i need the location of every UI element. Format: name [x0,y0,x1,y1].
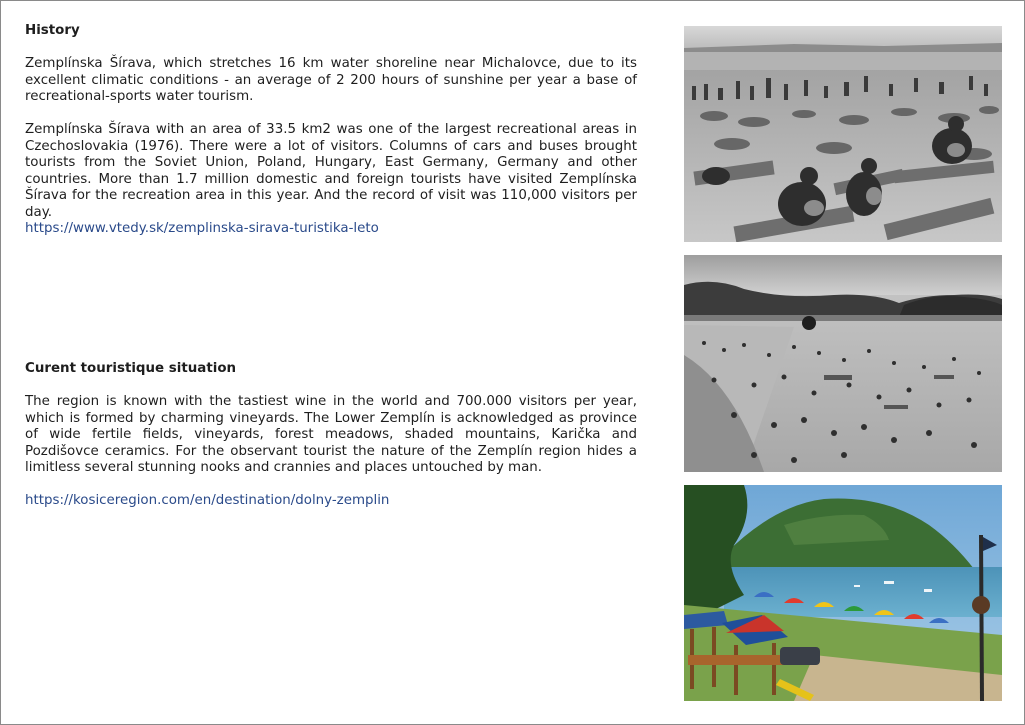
current-situation-heading: Curent touristique situation [25,361,237,376]
current-situation-paragraph: The region is known with the tastiest wine in the world and 700.000 visitors per year, which is formed by charming vineyards. The Lower Zemplín is acknowledged as province of wide fertile fields, vineyards, forest meadows, shaded mountains, Karička and Pozdišovce ceramics. For the observant tourist the nature of the Zemplín region hides a limitless several stunning nooks and crannies and places untouched by man. [25,394,637,476]
historic-lake-photo [684,255,1002,472]
historic-beach-photo [684,26,1002,242]
history-source-link[interactable]: https://www.vtedy.sk/zemplinska-sirava-turistika-leto [25,221,379,236]
history-heading: History [25,23,80,38]
current-source-link[interactable]: https://kosiceregion.com/en/destination/dolny-zemplin [25,493,390,508]
history-paragraph-2: Zemplínska Šírava with an area of 33.5 km2 was one of the largest recreational areas in Czechoslovakia (1976). There were a lot of visitors. Columns of cars and buses brought tourists from the Soviet Union, Poland, Hungary, East Germany, Germany and other countries. More than 1.7 million domestic and foreign tourists have visited Zemplínska Šírava for the recreation area in this year. And the record of visit was 110,000 visitors per day. [25,122,637,220]
current-lake-photo [684,485,1002,701]
history-paragraph-1: Zemplínska Šírava, which stretches 16 km water shoreline near Michalovce, due to its excellent climatic conditions - an average of 2 200 hours of sunshine per year a base of recreational-sports water tourism. [25,56,637,105]
